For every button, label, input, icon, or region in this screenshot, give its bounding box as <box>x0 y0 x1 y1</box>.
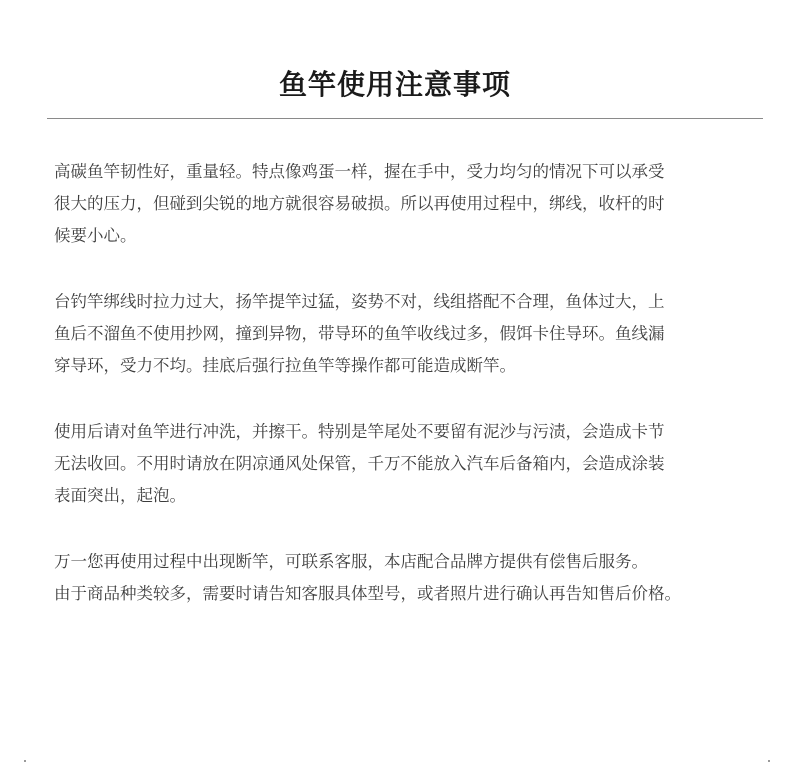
paragraph-line: 使用后请对鱼竿进行冲洗，并擦干。特别是竿尾处不要留有泥沙与污渍，会造成卡节 <box>54 422 665 441</box>
paragraph-breakage-causes <box>54 286 754 382</box>
paragraph-line: 无法收回。不用时请放在阴凉通风处保管，千万不能放入汽车后备箱内，会造成涂装 <box>54 454 665 473</box>
paragraph-line: 鱼后不溜鱼不使用抄网，撞到异物，带导环的鱼竿收线过多，假饵卡住导环。鱼线漏 <box>54 324 665 343</box>
paragraph-after-sales <box>54 546 754 610</box>
title-divider <box>47 118 763 119</box>
corner-mark-right <box>768 760 770 762</box>
paragraph-cleaning-storage <box>54 416 754 512</box>
notice-content <box>54 156 754 644</box>
corner-mark-left <box>24 760 26 762</box>
paragraph-line: 穿导环，受力不均。挂底后强行拉鱼竿等操作都可能造成断竿。 <box>54 356 516 375</box>
paragraph-rod-durability <box>54 156 754 252</box>
paragraph-line: 表面突出，起泡。 <box>54 486 186 505</box>
paragraph-line: 很大的压力，但碰到尖锐的地方就很容易破损。所以再使用过程中，绑线，收杆的时 <box>54 194 665 213</box>
paragraph-line: 台钓竿绑线时拉力过大，扬竿提竿过猛，姿势不对，线组搭配不合理，鱼体过大，上 <box>54 292 665 311</box>
paragraph-line: 由于商品种类较多，需要时请告知客服具体型号，或者照片进行确认再告知售后价格。 <box>54 584 681 603</box>
paragraph-line: 高碳鱼竿韧性好，重量轻。特点像鸡蛋一样，握在手中，受力均匀的情况下可以承受 <box>54 162 665 181</box>
page-title: 鱼竿使用注意事项 <box>278 67 511 101</box>
paragraph-line: 万一您再使用过程中出现断竿，可联系客服，本店配合品牌方提供有偿售后服务。 <box>54 552 648 571</box>
paragraph-line: 候要小心。 <box>54 226 137 245</box>
